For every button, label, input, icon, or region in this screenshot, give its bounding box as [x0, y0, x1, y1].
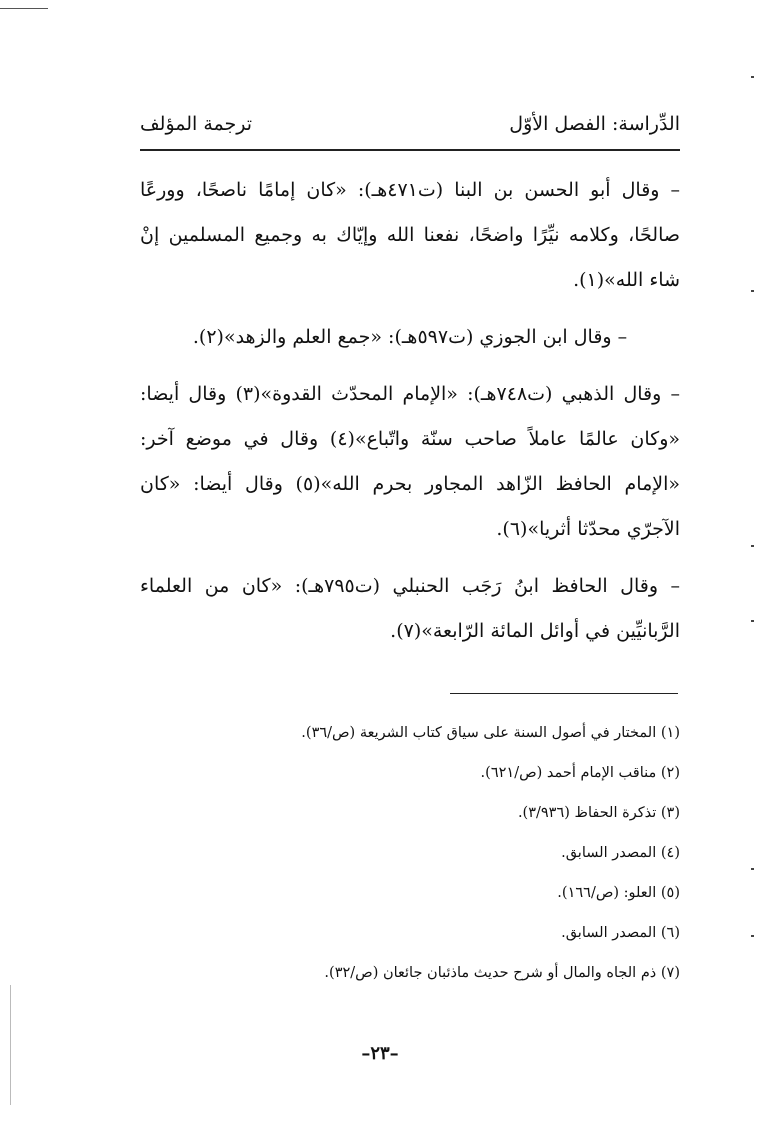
paragraph-ibn-al-jawzi: – وقال ابن الجوزي (ت٥٩٧هـ): «جمع العلم والزهد»(٢). — [192, 326, 628, 348]
header-rule — [140, 149, 680, 151]
footnotes — [140, 713, 680, 993]
scan-mark — [751, 76, 754, 78]
footnote-5: (٥) العلو: (ص/١٦٦). — [557, 885, 680, 901]
main-text — [140, 168, 680, 666]
paragraph-ibn-al-banna: – وقال أبو الحسن بن البنا (ت٤٧١هـ): «كان إمامًا ناصحًا، وورعًا صالحًا، وكلامه نيِّرًا واضحًا، نفعنا الله وإيّاك به وجميع المسلمين إنْ شاء الله»(١). — [140, 179, 680, 291]
footnote-6: (٦) المصدر السابق. — [561, 925, 680, 941]
scan-mark — [751, 935, 754, 937]
footnote-1: (١) المختار في أصول السنة على سياق كتاب الشريعة (ص/٣٦). — [301, 725, 680, 741]
footnote-4: (٤) المصدر السابق. — [561, 845, 680, 861]
paragraph-ibn-rajab: – وقال الحافظ ابنُ رَجَب الحنبلي (ت٧٩٥هـ): «كان من العلماء الرَّبانيِّين في أوائل المائة الرّابعة»(٧). — [140, 575, 680, 642]
section-title: ترجمة المؤلف — [140, 113, 253, 135]
scan-mark — [751, 868, 754, 870]
footnote-3: (٣) تذكرة الحفاظ (٣/٩٣٦). — [517, 805, 680, 821]
footnote-2: (٢) مناقب الإمام أحمد (ص/٦٢١). — [480, 765, 680, 781]
scan-mark — [751, 290, 754, 292]
running-header — [140, 113, 680, 143]
scan-mark — [751, 545, 754, 547]
chapter-title: الدِّراسة: الفصل الأوّل — [509, 113, 680, 135]
paragraph-adh-dhahabi: – وقال الذهبي (ت٧٤٨هـ): «الإمام المحدّث القدوة»(٣) وقال أيضا: «وكان عالمًا عاملاً صاحب سنّة واتّباع»(٤) وقال في موضع آخر: «الإمام الحافظ الزّاهد المجاور بحرم الله»(٥) وقال أيضا: «كان الآجرّي محدّثا أثريا»(٦). — [140, 383, 681, 540]
scan-mark — [751, 620, 754, 622]
footnote-rule — [450, 693, 678, 694]
scan-artifact-line — [0, 8, 48, 9]
footnote-7: (٧) ذم الجاه والمال أو شرح حديث ماذئبان جائعان (ص/٣٢). — [324, 965, 680, 981]
page-number: –٢٣– — [361, 1043, 399, 1064]
